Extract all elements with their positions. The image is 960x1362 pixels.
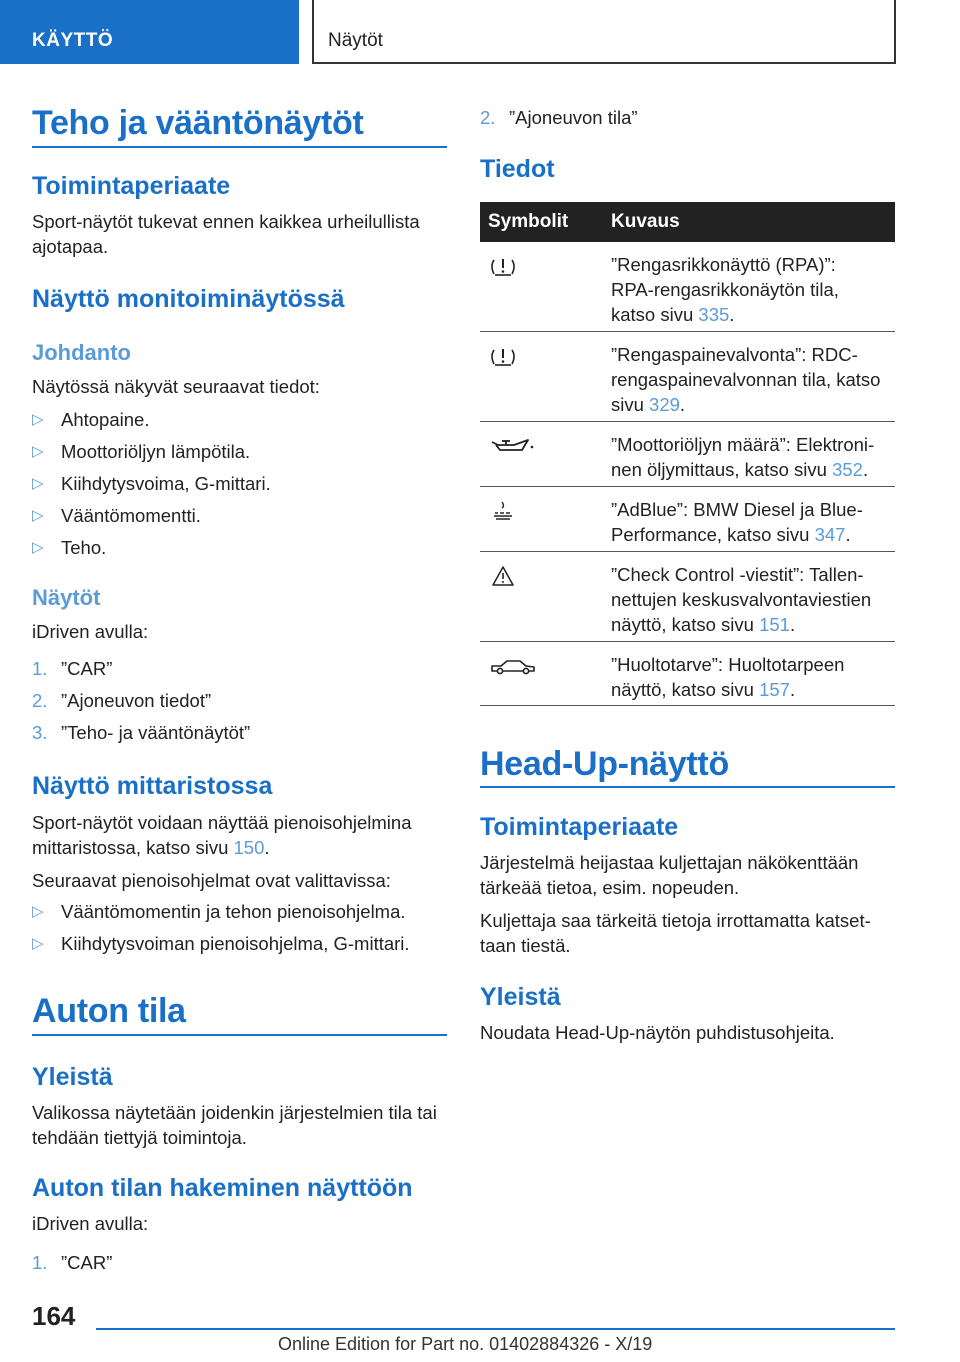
heading-general: Yleistä <box>480 983 561 1011</box>
intro-list <box>32 407 447 567</box>
heading-head-up-display: Head-Up-näyttö <box>480 745 729 783</box>
tire-pressure-icon <box>488 344 588 368</box>
list-item: 2. ”Ajoneuvon tiedot” <box>32 690 212 711</box>
heading-principle: Toimintaperiaate <box>32 172 231 200</box>
bullet-triangle-icon: ▷ <box>32 443 44 460</box>
column-header-description: Kuvaus <box>611 211 680 232</box>
page-link-347[interactable]: 347 <box>814 524 846 545</box>
adblue-icon <box>488 499 588 523</box>
heading-rule <box>32 146 447 148</box>
idrive-text: iDriven avulla: <box>32 621 149 642</box>
bullet-triangle-icon: ▷ <box>32 411 44 428</box>
heading-displays: Näytöt <box>32 585 101 610</box>
list-item: 3. ”Teho- ja vääntönäytöt” <box>32 722 251 743</box>
list-item: ▷ Vääntömomentin ja tehon pienoisohjelma. <box>32 901 406 922</box>
row-description: ”Check Control -viestit”: Tallen- nettujen keskusvalvontaviestien näyttö, katso sivu 151. <box>611 564 872 635</box>
intro-text: Näytössä näkyvät seuraavat tiedot: <box>32 376 320 397</box>
general-text: Valikossa näytetään joidenkin järjestelmien tila tai tehdään tiettyjä toimintoja. <box>32 1102 437 1148</box>
steps-list <box>32 656 447 752</box>
row-description: ”Rengaspainevalvonta”: RDC- rengaspainevalvonnan tila, katso sivu 329. <box>611 344 881 415</box>
bullet-triangle-icon: ▷ <box>32 539 44 556</box>
bullet-triangle-icon: ▷ <box>32 935 44 952</box>
heading-vehicle-status: Auton tila <box>32 992 186 1030</box>
page-link-151[interactable]: 151 <box>759 614 790 635</box>
steps-list <box>32 1250 447 1282</box>
hud-text-1: Järjestelmä heijastaa kuljettajan näkökenttään tärkeää tietoa, esim. nopeuden. <box>480 852 859 898</box>
list-item: ▷ Vääntömomentti. <box>32 505 201 526</box>
table-row <box>480 487 895 552</box>
edition-note: Online Edition for Part no. 01402884326 - X/19 <box>278 1334 653 1354</box>
list-item: ▷ Kiihdytysvoiman pienoisohjelma, G-mittari. <box>32 933 410 954</box>
table-row <box>480 422 895 487</box>
row-description: ”Moottoriöljyn määrä”: Elektroni- nen öljymittaus, katso sivu 352. <box>611 434 875 480</box>
footer-rule <box>96 1328 895 1330</box>
list-item: ▷ Moottoriöljyn lämpötila. <box>32 441 251 462</box>
list-item: 1. ”CAR” <box>32 658 113 679</box>
page-link-335[interactable]: 335 <box>698 304 730 325</box>
bullet-triangle-icon: ▷ <box>32 475 44 492</box>
table-row <box>480 552 895 642</box>
heading-intro: Johdanto <box>32 340 131 365</box>
hud-text-3: Noudata Head-Up-näytön puhdistusohjeita. <box>480 1022 835 1043</box>
heading-fetch-status: Auton tilan hakeminen näyttöön <box>32 1174 413 1202</box>
table-header <box>480 202 895 242</box>
list-item: ▷ Teho. <box>32 537 107 558</box>
warning-triangle-icon <box>488 564 588 588</box>
chapter-label: Näytöt <box>328 30 383 51</box>
heading-principle: Toimintaperiaate <box>480 813 679 841</box>
page-link-329[interactable]: 329 <box>649 394 680 415</box>
section-tab <box>0 0 299 64</box>
heading-general: Yleistä <box>32 1063 113 1091</box>
oil-can-icon <box>488 434 588 458</box>
column-header-symbols: Symbolit <box>488 211 569 232</box>
service-car-icon <box>488 654 588 678</box>
page-number: 164 <box>32 1301 76 1331</box>
heading-multifunction: Näyttö monitoiminäytössä <box>32 285 345 313</box>
widgets-list <box>32 899 447 963</box>
list-item: ▷ Kiihdytysvoima, G-mittari. <box>32 473 271 494</box>
heading-cluster: Näyttö mittaristossa <box>32 772 273 800</box>
table-row <box>480 242 895 332</box>
heading-rule <box>32 1034 447 1036</box>
cluster-text: Sport-näytöt voidaan näyttää pienoisohjelmina mittaristossa, katso sivu 150. <box>32 812 412 858</box>
table-row <box>480 642 895 706</box>
list-item: 1. ”CAR” <box>32 1252 113 1273</box>
right-column <box>480 0 895 1043</box>
bullet-triangle-icon: ▷ <box>32 507 44 524</box>
hud-text-2: Kuljettaja saa tärkeitä tietoja irrottamatta katsettaan tiestä. <box>480 910 871 956</box>
tire-pressure-icon <box>488 254 588 278</box>
heading-rule <box>480 786 895 788</box>
row-description: ”Rengasrikkonäyttö (RPA)”: RPA-rengasrikkonäytön tila, katso sivu 335. <box>611 254 839 325</box>
section-label: KÄYTTÖ <box>32 30 114 51</box>
page-link-157[interactable]: 157 <box>759 679 790 700</box>
idrive-text: iDriven avulla: <box>32 1213 149 1234</box>
heading-info: Tiedot <box>480 155 555 183</box>
widgets-text: Seuraavat pienoisohjelmat ovat valittavissa: <box>32 870 391 891</box>
page-link-352[interactable]: 352 <box>832 459 863 480</box>
principle-text: Sport-näytöt tukevat ennen kaikkea urheilullista ajotapaa. <box>32 211 420 257</box>
heading-power-torque: Teho ja vääntönäytöt <box>32 104 364 142</box>
bullet-triangle-icon: ▷ <box>32 903 44 920</box>
list-item: 2. ”Ajoneuvon tila” <box>480 107 638 128</box>
list-item: ▷ Ahtopaine. <box>32 409 150 430</box>
row-description: ”AdBlue”: BMW Diesel ja Blue- Performance, katso sivu 347. <box>611 499 863 545</box>
row-description: ”Huoltotarve”: Huoltotarpeen näyttö, katso sivu 157. <box>611 654 845 700</box>
table-row <box>480 332 895 422</box>
page-link-150[interactable]: 150 <box>233 837 265 858</box>
